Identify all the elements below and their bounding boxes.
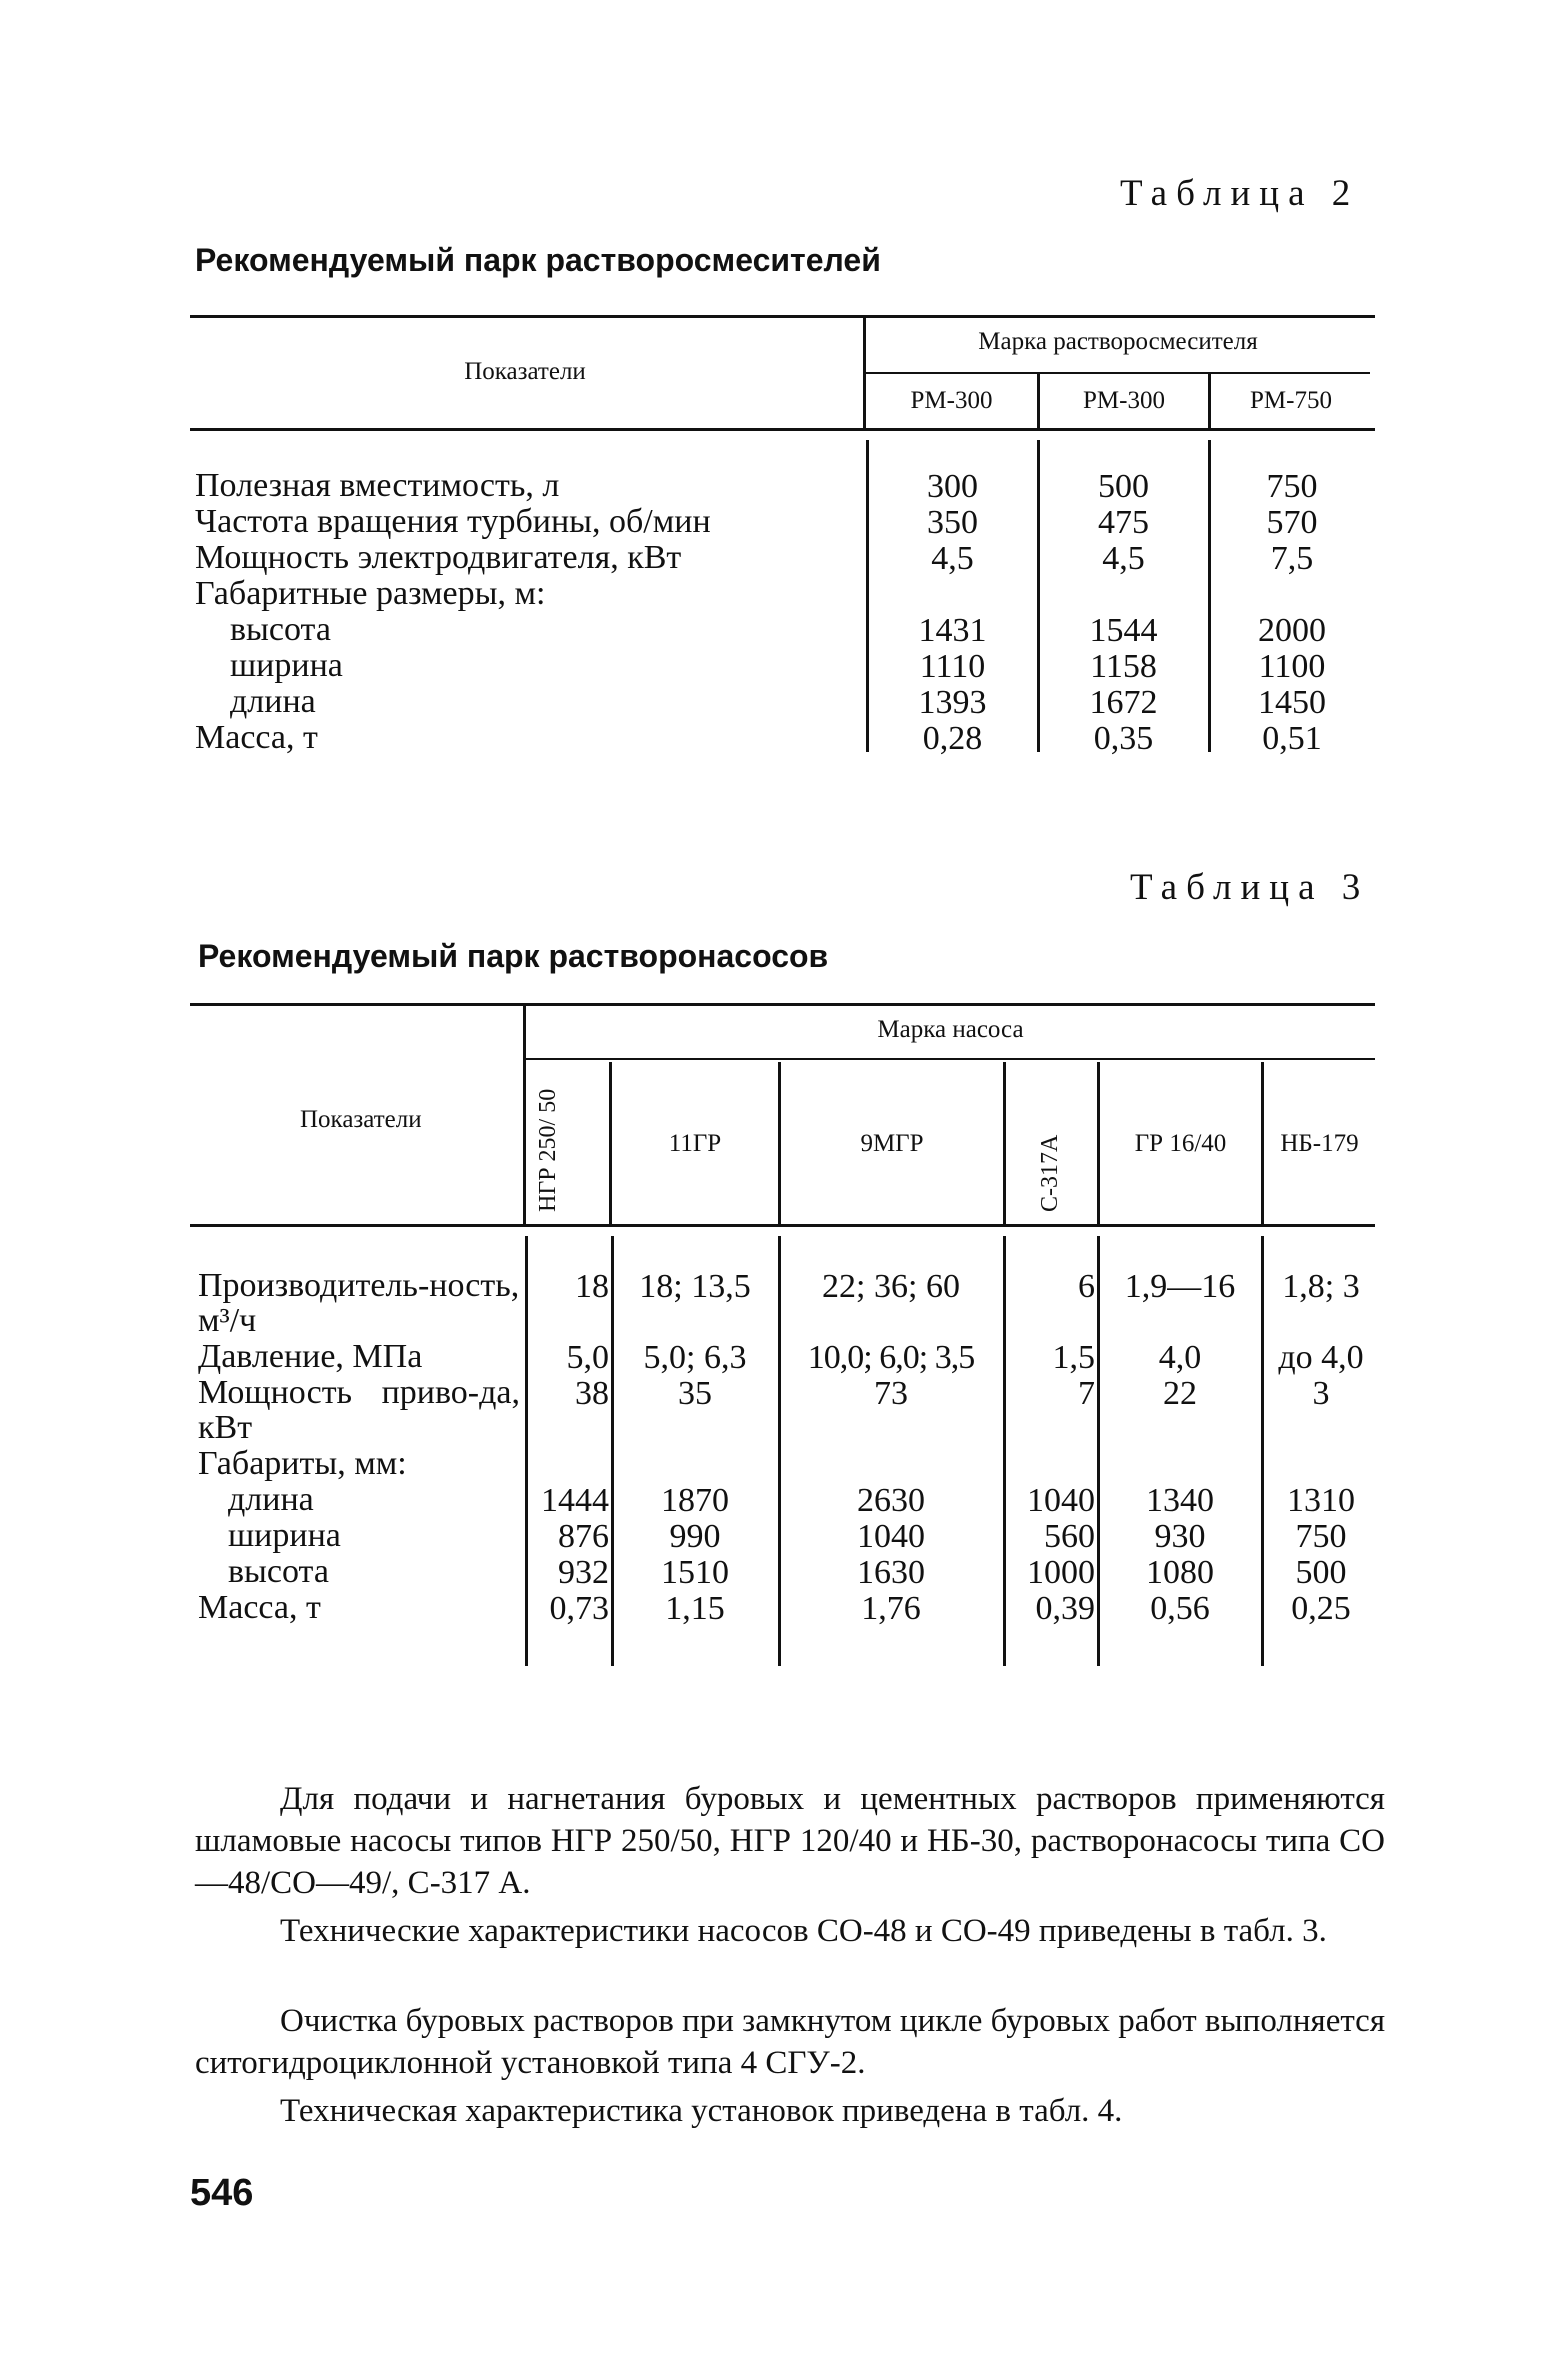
table3-col-header: С-317А	[1037, 1134, 1063, 1212]
table-cell: 2630	[857, 1482, 925, 1519]
table-cell: 7,5	[1270, 540, 1314, 577]
table2-caption: Таблица 2	[1120, 173, 1360, 214]
table-cell: 1544	[1089, 612, 1158, 649]
table-cell: 18; 13,5	[639, 1268, 751, 1305]
table-cell: 1450	[1258, 684, 1326, 721]
table-cell: 1040	[1027, 1482, 1095, 1519]
table-cell: 1310	[1287, 1482, 1355, 1519]
table-cell: 38	[575, 1375, 609, 1412]
table-cell: 475	[1098, 504, 1149, 541]
table-cell: 0,28	[922, 720, 983, 757]
table-cell: 1393	[918, 684, 987, 721]
table-cell: 1,8; 3	[1282, 1268, 1360, 1305]
table-cell: 3	[1312, 1375, 1330, 1412]
table-cell: 22	[1163, 1375, 1197, 1412]
table2-body-divider-2	[1037, 440, 1040, 752]
table-cell: 500	[1295, 1554, 1347, 1591]
table-cell: 1340	[1146, 1482, 1214, 1519]
table-row-label: Частота вращения турбины, об/мин	[195, 503, 711, 540]
table2-top-rule	[190, 315, 1375, 318]
table-cell: 300	[927, 468, 978, 505]
table-cell: 5,0; 6,3	[643, 1339, 747, 1376]
table3-top-rule	[190, 1003, 1375, 1006]
table3-title: Рекомендуемый парк растворонасосов	[198, 938, 829, 974]
page-number: 546	[190, 2172, 254, 2214]
table-cell: 930	[1154, 1518, 1206, 1555]
table-row-label: длина	[228, 1481, 314, 1518]
table-cell: 0,56	[1150, 1590, 1210, 1627]
table-cell: 0,39	[1035, 1590, 1095, 1627]
table-row-label: Мощность приво-да, кВт	[198, 1374, 520, 1446]
table3-header-label: Показатели	[300, 1106, 422, 1133]
table-cell: 1431	[918, 612, 987, 649]
table-cell: 1510	[661, 1554, 729, 1591]
table2-body-divider-3	[1208, 440, 1211, 752]
body-paragraph: Техническая характеристика установок приведена в табл. 4.	[280, 2093, 1123, 2129]
table-cell: 876	[558, 1518, 609, 1555]
table-cell: до 4,0	[1278, 1339, 1364, 1376]
table-row-label: высота	[230, 611, 331, 648]
table-cell: 1080	[1146, 1554, 1214, 1591]
table3-header-divider	[1003, 1062, 1006, 1224]
body-paragraph: Очистка буровых растворов при замкнутом цикле буровых работ выполняется ситогидроциклонной установкой типа 4 СГУ-2.	[195, 2003, 1385, 2081]
table-cell: 1,15	[665, 1590, 725, 1627]
table2-col-header: РМ-750	[1250, 387, 1332, 414]
table2-title: Рекомендуемый парк растворосмесителей	[195, 242, 881, 278]
table2-header-rule	[190, 428, 1375, 431]
table-cell: 1672	[1089, 684, 1158, 721]
table-cell: 1630	[857, 1554, 925, 1591]
table-cell: 1,5	[1052, 1339, 1095, 1376]
table3-col-header: НБ-179	[1280, 1130, 1359, 1157]
table2-body-divider-1	[866, 440, 869, 752]
table-cell: 750	[1266, 468, 1318, 505]
table-cell: 1,76	[861, 1590, 921, 1627]
table-cell: 35	[678, 1375, 712, 1412]
table-row-label: Масса, т	[198, 1589, 321, 1626]
table3-header-rule	[190, 1224, 1375, 1227]
table-cell: 22; 36; 60	[822, 1268, 960, 1305]
table-cell: 18	[575, 1268, 609, 1305]
table-cell: 750	[1295, 1518, 1347, 1555]
table-row-label: Полезная вместимость, л	[195, 467, 560, 504]
table-cell: 7	[1078, 1375, 1095, 1412]
table-cell: 1100	[1258, 648, 1326, 685]
table3-col-header: ГР 16/40	[1134, 1130, 1227, 1157]
table-cell: 1,9—16	[1124, 1268, 1236, 1305]
table-cell: 2000	[1258, 612, 1326, 649]
table2-group-rule	[865, 372, 1370, 374]
table-cell: 4,5	[931, 540, 974, 577]
table-row-label: Давление, МПа	[198, 1338, 423, 1375]
table-row-label: ширина	[230, 647, 343, 684]
table-cell: 1000	[1027, 1554, 1095, 1591]
table-row-label: Габариты, мм:	[198, 1445, 407, 1482]
table3-col-header: 11ГР	[668, 1130, 722, 1157]
table-cell: 1158	[1090, 648, 1157, 685]
table2-group-header: Марка растворосмесителя	[978, 328, 1258, 355]
table2-col-header: РМ-300	[1083, 387, 1165, 414]
table-cell: 5,0	[566, 1339, 609, 1376]
table-cell: 350	[927, 504, 978, 541]
table-cell: 990	[669, 1518, 721, 1555]
table-row-label: ширина	[228, 1517, 341, 1554]
table-cell: 0,51	[1262, 720, 1322, 757]
table-cell: 6	[1078, 1268, 1095, 1305]
table-row-label: высота	[228, 1553, 329, 1590]
body-paragraph: Технические характеристики насосов СО-48 и СО-49 приведены в табл. 3.	[280, 1913, 1327, 1949]
table-cell: 570	[1266, 504, 1318, 541]
body-paragraph: Для подачи и нагнетания буровых и цементных растворов применяются шламовые насосы типов НГР 250/50, НГР 120/40 и НБ-30, растворонасосы типа СО—48/СО—49/, С-317 А.	[195, 1781, 1385, 1901]
table-cell: 10,0; 6,0; 3,5	[807, 1339, 975, 1376]
table-cell: 4,5	[1102, 540, 1145, 577]
table-cell: 1110	[919, 648, 986, 685]
table3-group-header: Марка насоса	[877, 1016, 1024, 1043]
table-cell: 932	[558, 1554, 609, 1591]
table-row-label: Габаритные размеры, м:	[195, 575, 546, 612]
table-cell: 0,25	[1291, 1590, 1351, 1627]
table-cell: 1040	[857, 1518, 925, 1555]
table-cell: 73	[874, 1375, 908, 1412]
table3-col-header: 9МГР	[860, 1130, 924, 1157]
table-cell: 4,0	[1158, 1339, 1202, 1376]
table3-caption: Таблица 3	[1130, 867, 1370, 908]
table-cell: 0,35	[1093, 720, 1154, 757]
table-row-label: Мощность электродвигателя, кВт	[195, 539, 682, 576]
table-cell: 560	[1044, 1518, 1095, 1555]
table-cell: 1870	[661, 1482, 729, 1519]
table3-col-header: НГР 250/ 50	[535, 1088, 561, 1212]
table-row-label: Масса, т	[195, 719, 318, 756]
table2-col-header: РМ-300	[910, 387, 993, 414]
table3-group-rule	[525, 1058, 1375, 1060]
table-cell: 1444	[541, 1482, 609, 1519]
table-row-label: Производитель-ность, м³/ч	[198, 1267, 520, 1339]
table-row-label: длина	[230, 683, 316, 720]
table-cell: 0,73	[549, 1590, 609, 1627]
table-cell: 500	[1098, 468, 1149, 505]
table2-header-label: Показатели	[464, 358, 586, 385]
